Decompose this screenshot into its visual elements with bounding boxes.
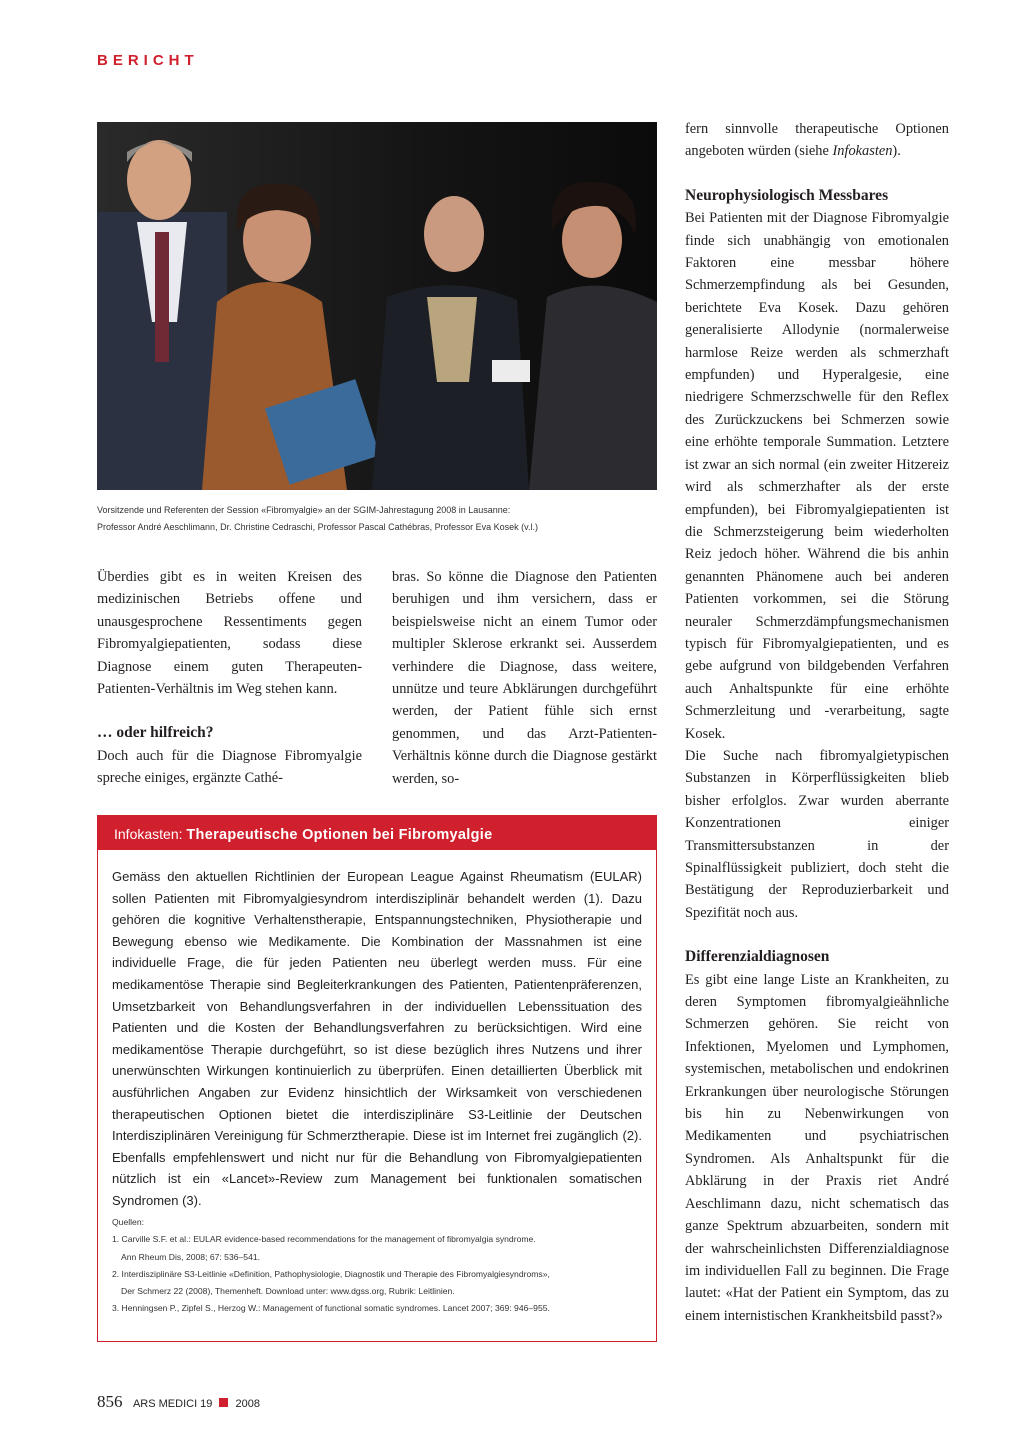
column-1 xyxy=(97,566,362,790)
photo-illustration xyxy=(97,122,657,490)
infobox-title: Therapeutische Optionen bei Fibromyalgie xyxy=(186,827,493,843)
references xyxy=(112,1214,642,1318)
section-label: BERICHT xyxy=(97,52,199,69)
reference-item: 2. Interdisziplinäre S3-Leitlinie «Definition, Pathophysiologie, Diagnostik und Therapie des Fibromyalgiesyndroms», xyxy=(112,1268,550,1279)
caption-line-1: Vorsitzende und Referenten der Session «Fibromyalgie» an der SGIM-Jahrestagung 2008 in Lausanne: xyxy=(97,505,511,515)
event-photo xyxy=(97,122,657,490)
journal-name: ARS MEDICI 19 xyxy=(132,1398,213,1410)
reference-item: Ann Rheum Dis, 2008; 67: 536–541. xyxy=(121,1251,261,1262)
col3-p1-text: fern sinnvolle therapeutische Optionen angeboten würden (siehe xyxy=(685,121,949,160)
col3-p1-end: ). xyxy=(892,143,901,160)
col3-paragraph-3: Die Suche nach fibromyalgietypischen Substanzen in Körperflüssigkeiten blieb bisher erfolglos. Zwar wurden aberrante Konzentrationen einiger Transmittersubstanzen in der Spinalflüssigkeit publiziert, doch steht die Bestätigung der Reproduzierbarkeit und Spezifität noch aus. xyxy=(685,747,949,921)
column-3 xyxy=(685,118,949,1327)
photo-caption xyxy=(97,502,657,536)
col2-paragraph-1: bras. So könne die Diagnose den Patienten beruhigen und ihm versichern, dass er beispielsweise nicht an einem Tumor oder multipler Sklerose erkrankt sei. Ausserdem verhindere die Diagnose, dass weitere, unnütze und teure Abklärungen durchgeführt werden, der Patient fühle sich ernst genommen, und das Arzt-Patienten-Verhältnis könne durch die Diagnose gestärkt werden, so- xyxy=(392,569,657,787)
col3-paragraph-1 xyxy=(685,118,949,163)
col3-paragraph-4: Es gibt eine lange Liste an Krankheiten, zu deren Symptomen fibromyalgieähnliche Schmerzen gehören. Sie reicht von Infektionen, Myelomen und Lymphomen, systemischen, metabolischen und endokrinen Erkrankungen über neurologische Störungen bis hin zu Nebenwirkungen von Medikamenten und psychiatrischen Syndromen. Als Anhaltspunkt für die Abklärung in der Praxis riet André Aeschlimann dazu, nicht schematisch das ganze Spektrum abzuarbeiten, sondern mit der wahrscheinlichsten Differenzialdiagnose im individuellen Fall zu beginnen. Die Frage lautet: «Hat der Patient ein Symptom, das zu einem internistischen Krankheitsbild passt?» xyxy=(685,971,949,1324)
infobox xyxy=(97,815,657,1342)
square-divider-icon xyxy=(219,1398,228,1407)
references-title: Quellen: xyxy=(112,1217,145,1227)
column-2 xyxy=(392,566,657,790)
reference-item: 1. Carville S.F. et al.: EULAR evidence-based recommendations for the management of fibromyalgia syndrome. xyxy=(112,1234,536,1245)
col3-heading-2: Differenzialdiagnosen xyxy=(685,948,830,966)
reference-item: Der Schmerz 22 (2008), Themenheft. Download unter: www.dgss.org, Rubrik: Leitlinien. xyxy=(121,1286,455,1297)
col1-heading: … oder hilfreich? xyxy=(97,724,214,742)
journal-year: 2008 xyxy=(235,1398,261,1410)
caption-line-2: Professor André Aeschlimann, Dr. Christine Cedraschi, Professor Pascal Cathébras, Professor Eva Kosek (v.l.) xyxy=(97,522,539,532)
infobox-body: Gemäss den aktuellen Richtlinien der European League Against Rheumatism (EULAR) sollen Patienten mit Fibromyalgiesyndrom interdisziplinär behandelt werden (1). Dazu gehören die kognitive Verhaltenstherapie, Entspannungstechniken, Physiotherapie und Bewegung ebenso wie Medikamente. Die Kombination der Massnahmen ist eine individuelle Frage, die für jeden Patienten neu überlegt werden muss. Für eine medikamentöse Therapie sind Begleiterkrankungen des Patienten, Patientenpräferenzen, Umsetzbarkeit von Behandlungsverfahren in der individuellen Lebenssituation des Patienten und die Kosten der Behandlungsverfahren zu berücksichtigen. Wird eine medikamentöse Therapie durchgeführt, so ist diese bezüglich ihres Nutzens und ihrer unerwünschten Wirkungen kontinuierlich zu überprüfen. Einen detaillierten Überblick mit ausführlichen Angaben zur Evidenz hinsichtlich der Wirksamkeit von verschiedenen therapeutischen Optionen bietet die interdisziplinäre S3-Leitlinie der Deutschen Interdisziplinären Vereinigung für Schmerztherapie. Diese ist im Internet frei zugänglich (2). Ebenfalls empfehlenswert und nicht nur für die Behandlung von Fibromyalgiepatienten nützlich ist ein «Lancet»-Review zum Management bei funktionalen somatischen Syndromen (3). xyxy=(112,869,642,1208)
page-number: 856 xyxy=(97,1392,123,1411)
col1-paragraph-1: Überdies gibt es in weiten Kreisen des medizinischen Betriebs offene und unausgesprochene Ressentiments gegen Fibromyalgiepatienten, sodass diese Diagnose einem guten Therapeuten-Patienten-Verhältnis im Weg stehen kann. xyxy=(97,569,362,698)
col3-paragraph-2: Bei Patienten mit der Diagnose Fibromyalgie finde sich unabhängig von emotionalen Faktoren eine messbar höhere Schmerzempfindung als bei Gesunden, berichtete Eva Kosek. Dazu gehören generalisierte Allodynie (normalerweise harmlose Reize werden als schmerzhaft empfunden) und Hyperalgesie, eine niedrigere Schmerzschwelle für den Reflex des Zurückzuckens bei Schmerzen sowie eine erhöhte temporale Summation. Letztere ist zwar an sich normal (ein zweiter Hitzereiz wird als schmerzhafter als der erste empfunden), bei Fibromyalgiepatienten ist die Schmerzsteigerung beim wiederholten Reiz jedoch höher. Während die bis anhin genannten Phänomene auch bei anderen Patienten vorkommen, sei die Störung neuraler Schmerzdämpfungsmechanismen typisch für Fibromyalgiepatienten, und es gebe aufgrund von bildgebenden Verfahren auch Anhaltspunkte für eine erhöhte Schmerzleitung und -verarbeitung, sagte Kosek. xyxy=(685,210,949,742)
page-footer xyxy=(97,1392,260,1412)
infobox-label: Infokasten: xyxy=(114,826,183,842)
col3-p1-emphasis: Infokasten xyxy=(832,143,893,160)
reference-item: 3. Henningsen P., Zipfel S., Herzog W.: Management of functional somatic syndromes. Lancet 2007; 369: 946–955. xyxy=(112,1303,550,1314)
col1-paragraph-2: Doch auch für die Diagnose Fibromyalgie spreche einiges, ergänzte Cathé- xyxy=(97,747,362,787)
col3-heading-1: Neurophysiologisch Messbares xyxy=(685,186,889,204)
infobox-header xyxy=(98,816,656,850)
